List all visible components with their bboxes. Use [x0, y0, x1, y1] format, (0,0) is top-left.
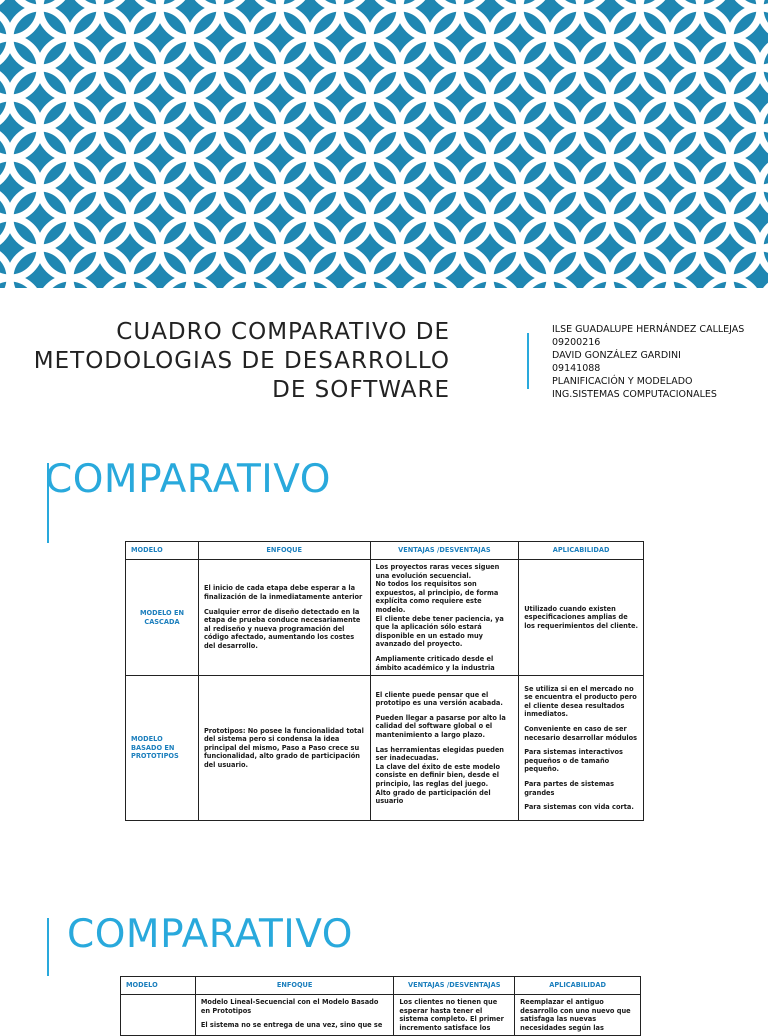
- title-divider: [527, 333, 529, 389]
- cell-text: El sistema no se entrega de una vez, sino que se: [200, 1021, 383, 1030]
- column-header: APLICABILIDAD: [519, 542, 644, 560]
- section-heading: COMPARATIVO: [67, 912, 353, 957]
- cell-text: Las herramientas elegidas pueden ser inadecuadas. La clave del éxito de este modelo consiste en definir bien, desde el principio, las reglas del juego. Alto grado de participación del usuario: [375, 745, 504, 806]
- cell-text: Utilizado cuando existen especificaciones amplias de los requerimientos del cliente.: [524, 604, 639, 630]
- cell-text: Los proyectos raras veces siguen una evolución secuencial. No todos los requisitos son expuestos, al principio, de forma explícita como requiere este modelo. El cliente debe tener paciencia, ya que la aplicación sólo estará disponible en un estado muy avanzado del proyecto.: [375, 563, 504, 649]
- column-header: VENTAJAS /DESVENTAJAS: [394, 977, 515, 995]
- cell-text: Se utiliza si en el mercado no se encuentra el producto pero el cliente desea resultados inmediatos.: [524, 684, 637, 719]
- aplicabilidad-cell: [519, 560, 644, 676]
- cell-text: Pueden llegar a pasarse por alto la calidad del software global o el mantenimiento a largo plazo.: [375, 713, 506, 739]
- cell-text: Para sistemas interactivos pequeños o de tamaño pequeño.: [524, 748, 623, 774]
- author-line: 09200216: [552, 337, 601, 348]
- cell-text: Modelo Lineal-Secuencial con el Modelo Basado en Prototipos: [200, 998, 379, 1015]
- ventajas-cell: [394, 995, 515, 1036]
- author-line: ILSE GUADALUPE HERNÁNDEZ CALLEJAS: [552, 324, 745, 335]
- author-info: [552, 323, 744, 401]
- cell-text: Prototipos: No posee la funcionalidad total del sistema pero si condensa la idea principal del mismo, Paso a Paso crece su funcionalidad, alto grado de participación del usuario.: [203, 726, 364, 770]
- heading-accent-line: [47, 918, 49, 976]
- enfoque-cell: [198, 676, 370, 821]
- cell-text: Conveniente en caso de ser necesario desarrollar módulos: [524, 724, 638, 742]
- author-line: ING.SISTEMAS COMPUTACIONALES: [552, 389, 717, 400]
- cell-text: El inicio de cada etapa debe esperar a la finalización de la inmediatamente anterior: [203, 584, 363, 602]
- column-header: VENTAJAS /DESVENTAJAS: [370, 542, 519, 560]
- cell-text: Para sistemas con vida corta.: [524, 803, 634, 812]
- comparison-table: [125, 541, 644, 821]
- table-row: [126, 560, 644, 676]
- page-title: CUADRO COMPARATIVO DE METODOLOGIAS DE DESARROLLO DE SOFTWARE: [33, 319, 450, 403]
- decorative-banner-pattern: [0, 0, 768, 288]
- cell-text: Reemplazar el antiguo desarrollo con uno nuevo que satisfaga las nuevas necesidades según las: [520, 998, 631, 1032]
- column-header: MODELO: [126, 542, 199, 560]
- model-cell: [121, 995, 196, 1036]
- table-row: [121, 995, 641, 1036]
- ventajas-cell: [370, 560, 519, 676]
- column-header: APLICABILIDAD: [515, 977, 641, 995]
- cell-text: Para partes de sistemas grandes: [524, 779, 615, 797]
- column-header: ENFOQUE: [198, 542, 370, 560]
- section-heading: COMPARATIVO: [45, 457, 331, 502]
- table-header-row: [126, 542, 644, 560]
- model-cell: MODELO BASADO EN PROTOTIPOS: [126, 676, 199, 821]
- ventajas-cell: [370, 676, 519, 821]
- author-line: DAVID GONZÁLEZ GARDINI: [552, 350, 681, 361]
- aplicabilidad-cell: [515, 995, 641, 1036]
- cell-text: Ampliamente criticado desde el ámbito académico y la industria: [375, 654, 495, 672]
- comparison-table: [120, 976, 641, 1036]
- table-row: [126, 676, 644, 821]
- cell-text: El cliente puede pensar que el prototipo es una versión acabada.: [375, 690, 503, 708]
- aplicabilidad-cell: [519, 676, 644, 821]
- author-line: 09141088: [552, 363, 601, 374]
- table-header-row: [121, 977, 641, 995]
- column-header: ENFOQUE: [195, 977, 393, 995]
- cell-text: Cualquier error de diseño detectado en la etapa de prueba conduce necesariamente al rediseño y nueva programación del código afectado, aumentando los costes del desarrollo.: [203, 607, 361, 651]
- column-header: MODELO: [121, 977, 196, 995]
- model-cell: MODELO EN CASCADA: [126, 560, 199, 676]
- author-line: PLANIFICACIÓN Y MODELADO: [552, 376, 693, 387]
- enfoque-cell: [195, 995, 393, 1036]
- cell-text: Los clientes no tienen que esperar hasta tener el sistema completo. El primer incremento satisface los: [399, 998, 504, 1032]
- enfoque-cell: [198, 560, 370, 676]
